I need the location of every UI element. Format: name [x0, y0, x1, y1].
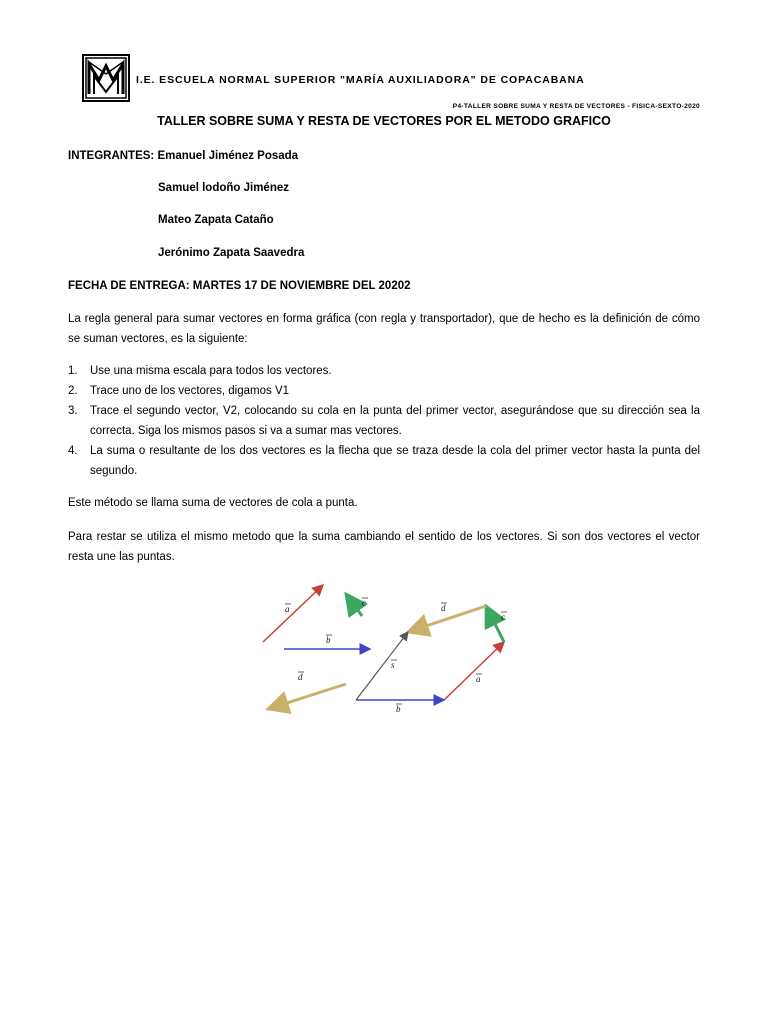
vector-a-label: a	[285, 604, 290, 614]
sum-vector-c-label: c	[501, 612, 505, 622]
vector-d-label: d	[298, 672, 303, 682]
list-item: 1. Use una misma escala para todos los vectores.	[68, 365, 332, 377]
list-item: 3. Trace el segundo vector, V2, colocando su cola en la punta del primer vector, asegurándose que su dirección sea la correcta. Siga los mismos pasos si va a sumar mas vectores.	[68, 405, 700, 437]
sum-vector-a-label: a	[476, 674, 481, 684]
sum-vector-d-line	[408, 606, 486, 632]
page-title: TALLER SOBRE SUMA Y RESTA DE VECTORES POR EL METODO GRAFICO	[157, 114, 611, 128]
intro-paragraph: La regla general para sumar vectores en forma gráfica (con regla y transportador), que de hecho es la definición de cómo se suman vectores, es la siguiente:	[68, 313, 700, 345]
sum-vector-a-line	[444, 642, 504, 700]
method-note: Este método se llama suma de vectores de cola a punta.	[68, 497, 358, 509]
member-name: Emanuel Jiménez Posada	[157, 150, 299, 162]
member-name: Jerónimo Zapata Saavedra	[158, 247, 305, 259]
school-logo-icon	[82, 54, 130, 102]
sum-vector-b-label: b	[396, 704, 401, 714]
vector-c-label: c	[362, 598, 366, 608]
list-item: 2. Trace uno de los vectores, digamos V1	[68, 385, 290, 397]
resultant-vector-s-line	[356, 632, 408, 700]
resultant-vector-s-label: s	[391, 660, 395, 670]
list-item: 4. La suma o resultante de los dos vectores es la flecha que se traza desde la cola del primer vector hasta la punta del segundo.	[68, 445, 700, 477]
school-name: I.E. ESCUELA NORMAL SUPERIOR "MARÍA AUXILIADORA" DE COPACABANA	[136, 74, 585, 86]
due-date: FECHA DE ENTREGA: MARTES 17 DE NOVIEMBRE DEL 20202	[68, 280, 411, 292]
vector-a-line	[263, 585, 323, 642]
vector-b-label: b	[326, 635, 331, 645]
vector-diagram	[258, 576, 528, 718]
member-name: Samuel lodoño Jiménez	[158, 182, 289, 194]
vector-c-line	[346, 594, 362, 616]
subtraction-note: Para restar se utiliza el mismo metodo que la suma cambiando el sentido de los vectores. Si son dos vectores el vector resta une las puntas.	[68, 531, 700, 563]
steps-list	[68, 361, 700, 481]
member-name: Mateo Zapata Cataño	[158, 214, 274, 226]
sum-vector-d-label: d	[441, 603, 446, 613]
document-subheader: P4-TALLER SOBRE SUMA Y RESTA DE VECTORES - FISICA-SEXTO-2020	[452, 103, 700, 110]
members-label: INTEGRANTES: Emanuel Jiménez Posada	[68, 150, 299, 162]
vector-d-line	[268, 684, 346, 709]
